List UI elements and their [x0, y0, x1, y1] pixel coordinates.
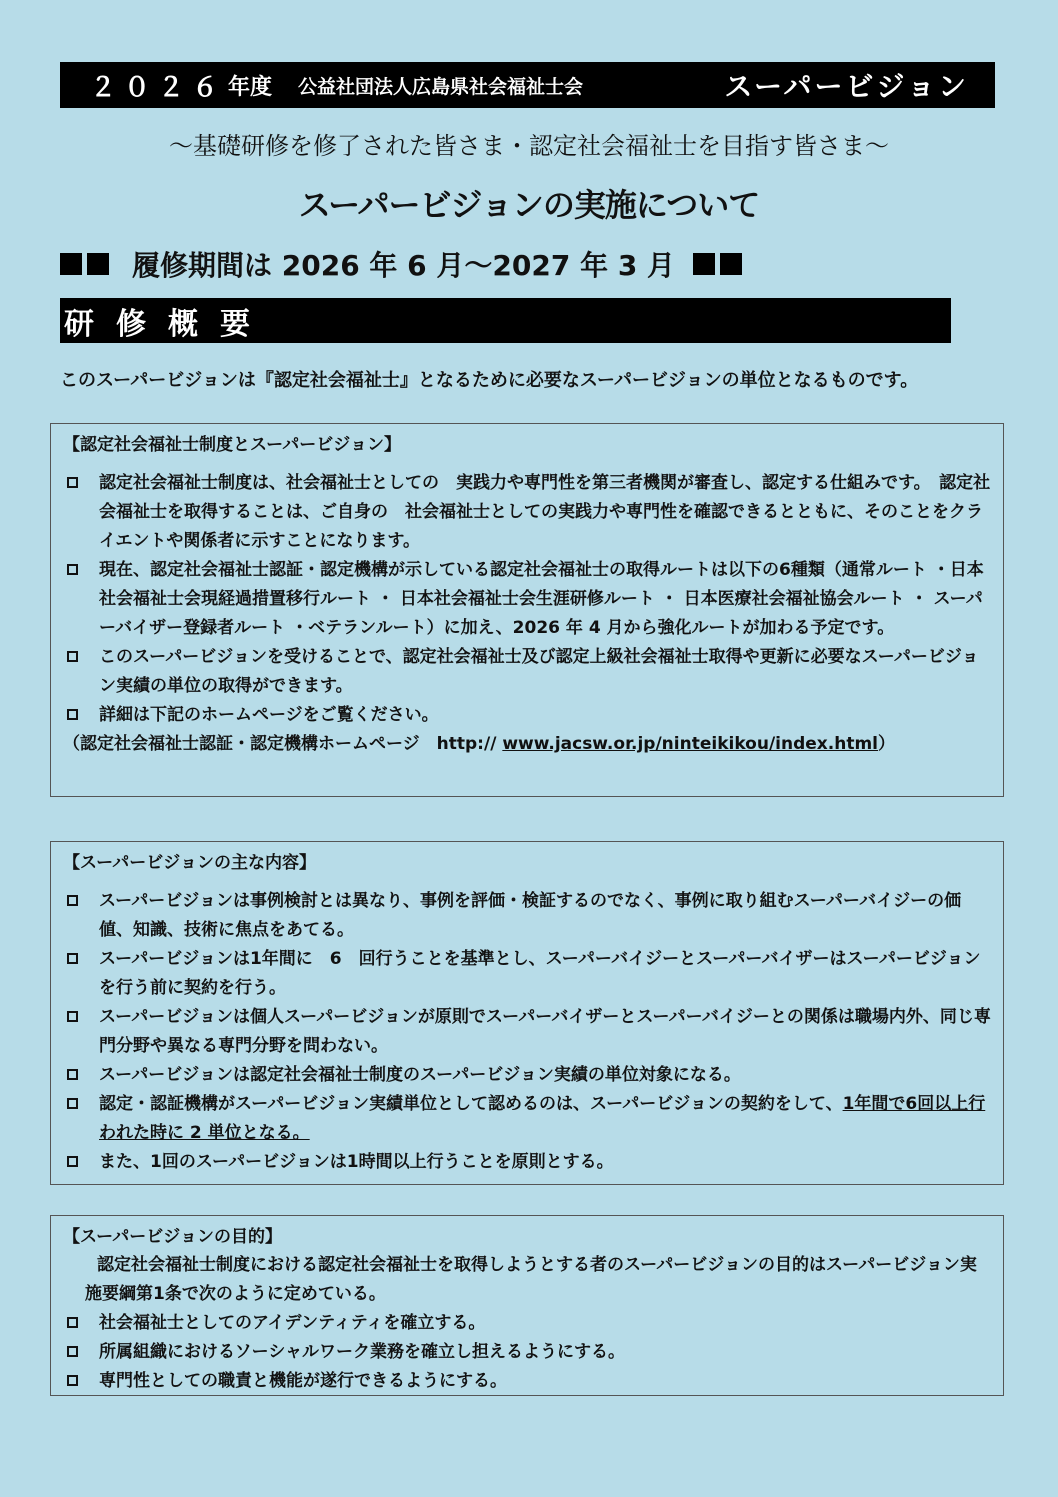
checkbox-icon [67, 477, 78, 488]
box-purpose-list [63, 1309, 993, 1396]
checkbox-icon [67, 1346, 78, 1357]
checkbox-icon [67, 895, 78, 906]
box-purpose-title: 【スーパービジョンの目的】 [63, 1227, 282, 1247]
checkbox-icon [67, 651, 78, 662]
checkbox-icon [67, 1011, 78, 1022]
box-system-title: 【認定社会福祉士制度とスーパービジョン】 [63, 435, 401, 455]
checkbox-icon [67, 1069, 78, 1080]
box-content-list [63, 887, 993, 1177]
header-year: ２０２６ [90, 72, 227, 103]
section-title: 研修概要 [60, 298, 951, 343]
list-item: スーパービジョンは1年間に 6 回行うことを基準とし、スーパーバイジーとスーパーバイザーはスーパービジョンを行う前に契約を行う。 [63, 945, 993, 1003]
checkbox-icon [67, 1317, 78, 1328]
box-system [50, 423, 1004, 797]
subtitle: ～基礎研修を修了された皆さま・認定社会福祉士を目指す皆さま～ [169, 132, 889, 160]
header-title: スーパービジョン [724, 70, 969, 103]
header-org: 公益社団法人広島県社会福祉士会 [298, 75, 584, 98]
list-item: 詳細は下記のホームページをご覧ください。 [63, 701, 993, 730]
header-nendo: 年度 [228, 74, 273, 100]
main-title: スーパービジョンの実施について [298, 186, 760, 224]
list-item: スーパービジョンは事例検討とは異なり、事例を評価・検証するのでなく、事例に取り組むスーパーバイジーの価値、知識、技術に焦点をあてる。 [63, 887, 993, 945]
header-bar [60, 62, 995, 108]
list-item: 現在、認定社会福祉士認証・認定機構が示している認定社会福祉士の取得ルートは以下の6種類（通常ルート ・日本社会福祉士会現経過措置移行ルート ・ 日本社会福祉士会生涯研修ルート ・ 日本医療社会福祉協会ルート ・ スーパーバイザー登録者ルート ・ベテランルート）に加え、2026 年 4 月から強化ルートが加わる予定です。 [63, 556, 993, 643]
period-line [60, 244, 960, 284]
list-item: スーパービジョンは個人スーパービジョンが原則でスーパーバイザーとスーパーバイジーとの関係は職場内外、同じ専門分野や異なる専門分野を問わない。 [63, 1003, 993, 1061]
list-item: このスーパービジョンを受けることで、認定社会福祉士及び認定上級社会福祉士取得や更新に必要なスーパービジョン実績の単位の取得ができます。 [63, 643, 993, 701]
box-purpose [50, 1215, 1004, 1396]
square-marks-left [60, 253, 114, 275]
box-content [50, 841, 1004, 1185]
purpose-text: 認定社会福祉士制度における認定社会福祉士を取得しようとする者のスーパービジョンの目的はスーパービジョン実施要綱第1条で次のように定めている。 [85, 1255, 977, 1304]
checkbox-icon [67, 1156, 78, 1167]
checkbox-icon [67, 1375, 78, 1386]
list-item: また、1回のスーパービジョンは1時間以上行うことを原則とする。 [63, 1148, 993, 1177]
checkbox-icon [67, 953, 78, 964]
square-marks-right [693, 253, 747, 275]
list-item: スーパービジョンは認定社会福祉士制度のスーパービジョン実績の単位対象になる。 [63, 1061, 993, 1090]
underlined-text: 1年間で6回以上行われた時に 2 単位となる。 [99, 1094, 986, 1143]
checkbox-icon [67, 564, 78, 575]
checkbox-icon [67, 709, 78, 720]
list-item: 認定・認証機構がスーパービジョン実績単位として認めるのは、スーパービジョンの契約をして、1年間で6回以上行われた時に 2 単位となる。 [63, 1090, 993, 1148]
list-item: 社会福祉士としてのアイデンティティを確立する。 [63, 1309, 993, 1338]
box-content-title: 【スーパービジョンの主な内容】 [63, 853, 316, 873]
box-system-list [63, 469, 993, 730]
homepage-note: （認定社会福祉士認証・認定機構ホームページ http:// www.jacsw.or.jp/ninteikikou/index.html） [63, 734, 895, 754]
period-text: 履修期間は 2026 年 6 月～2027 年 3 月 [132, 249, 676, 282]
list-item: 専門性としての職責と機能が遂行できるようにする。 [63, 1367, 993, 1396]
checkbox-icon [67, 1098, 78, 1109]
intro-text: このスーパービジョンは『認定社会福祉士』となるために必要なスーパービジョンの単位となるものです。 [60, 370, 919, 391]
homepage-link[interactable]: www.jacsw.or.jp/ninteikikou/index.html [502, 734, 878, 754]
list-item: 所属組織におけるソーシャルワーク業務を確立し担えるようにする。 [63, 1338, 993, 1367]
list-item: 認定社会福祉士制度は、社会福祉士としての 実践力や専門性を第三者機関が審査し、認定する仕組みです。 認定社会福祉士を取得することは、ご自身の 社会福祉士としての実践力や専門性を確認できるとともに、そのことをクライエントや関係者に示すことになります。 [63, 469, 993, 556]
